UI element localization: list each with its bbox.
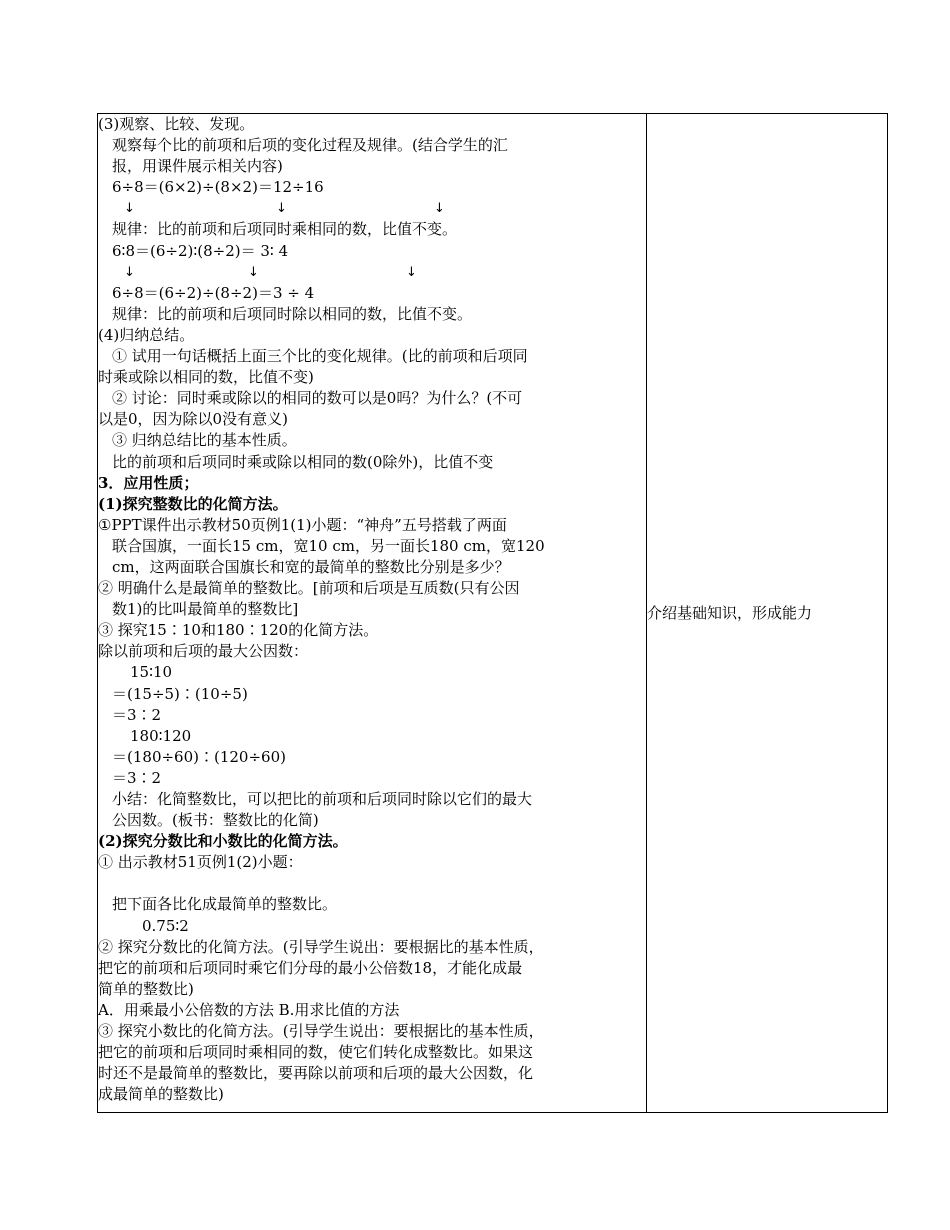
table-row — [98, 114, 888, 1113]
section-heading: (2)探究分数比和小数比的化简方法。 — [98, 832, 348, 851]
text-line: (3)观察、比较、发现。 — [98, 115, 255, 133]
equation-line: 6∶8＝(6÷2)∶(8÷2)＝ 3∶ 4 — [112, 241, 289, 260]
text-line: 公因数。(板书：整数比的化简) — [112, 811, 319, 830]
arrow-row — [98, 262, 646, 283]
section-heading: 3．应用性质； — [98, 473, 199, 492]
text-line: 成最简单的整数比) — [98, 1085, 224, 1104]
down-arrow-icon: ↓ — [248, 264, 259, 280]
equation-line: 0.75∶2 — [142, 916, 189, 935]
text-line: 观察每个比的前项和后项的变化过程及规律。(结合学生的汇 — [112, 136, 508, 155]
text-line: ① 出示教材51页例1(2)小题： — [98, 853, 303, 872]
text-line: (4)归纳总结。 — [98, 325, 195, 344]
text-line: 把它的前项和后项同时乘相同的数，使它们转化成整数比。如果这 — [98, 1043, 534, 1062]
text-line: ① 试用一句话概括上面三个比的变化规律。(比的前项和后项同 — [112, 347, 528, 366]
text-line: 数1)的比叫最简单的整数比] — [112, 600, 299, 619]
teaching-process-cell — [98, 114, 647, 1113]
text-line: 把下面各比化成最简单的整数比。 — [112, 895, 338, 914]
section-heading: (1)探究整数比的化简方法。 — [98, 494, 288, 513]
text-line: 报，用课件展示相关内容) — [112, 157, 283, 176]
equation-line: ＝3∶2 — [112, 705, 162, 724]
lesson-table — [97, 113, 888, 1113]
text-line: ③ 归纳总结比的基本性质。 — [112, 431, 297, 450]
equation-line: ＝3∶2 — [112, 768, 162, 787]
text-line: 把它的前项和后项同时乘它们分母的最小公倍数18，才能化成最 — [98, 958, 523, 977]
text-line: cm，这两面联合国旗长和宽的最简单的整数比分别是多少？ — [112, 557, 510, 576]
arrow-row — [98, 198, 646, 219]
text-line: 规律：比的前项和后项同时乘相同的数，比值不变。 — [112, 220, 458, 239]
down-arrow-icon: ↓ — [276, 201, 287, 217]
text-line: A．用乘最小公倍数的方法 B.用求比值的方法 — [98, 1000, 400, 1019]
down-arrow-icon: ↓ — [124, 264, 135, 280]
text-line: ② 明确什么是最简单的整数比。[前项和后项是互质数(只有公因 — [98, 579, 520, 598]
design-intent-cell — [647, 114, 888, 1113]
text-line: ② 讨论：同时乘或除以的相同的数可以是0吗？为什么？(不可 — [112, 389, 523, 408]
down-arrow-icon: ↓ — [124, 201, 135, 217]
text-line: 时还不是最简单的整数比，要再除以前项和后项的最大公因数，化 — [98, 1064, 534, 1083]
blank-line — [98, 873, 646, 894]
text-line: 除以前项和后项的最大公因数： — [98, 642, 309, 661]
down-arrow-icon: ↓ — [434, 201, 445, 217]
equation-line: 6÷8＝(6×2)÷(8×2)＝12÷16 — [112, 178, 324, 197]
text-line: 以是0，因为除以0没有意义) — [98, 410, 288, 429]
text-line: 简单的整数比) — [98, 979, 194, 998]
text-line: 比的前项和后项同时乘或除以相同的数(0除外)，比值不变 — [112, 452, 494, 471]
equation-line: 15∶10 — [130, 663, 173, 682]
text-line: ③ 探究15∶10和180∶120的化简方法。 — [98, 621, 379, 640]
text-line: ③ 探究小数比的化简方法。(引导学生说出：要根据比的基本性质， — [98, 1022, 544, 1041]
equation-line: ＝(180÷60)∶(120÷60) — [112, 747, 286, 766]
text-line: 时乘或除以相同的数，比值不变) — [98, 368, 314, 387]
equation-line: 180∶120 — [130, 726, 192, 745]
text-line: 小结：化简整数比，可以把比的前项和后项同时除以它们的最大 — [112, 790, 533, 808]
equation-line: 6÷8＝(6÷2)÷(8÷2)＝3 ÷ 4 — [112, 283, 315, 302]
text-line: ①PPT课件出示教材50页例1(1)小题：“神舟”五号搭载了两面 — [98, 515, 507, 534]
down-arrow-icon: ↓ — [406, 264, 417, 280]
text-line: 规律：比的前项和后项同时除以相同的数，比值不变。 — [112, 304, 473, 323]
design-intent-text: 介绍基础知识，形成能力 — [647, 603, 813, 622]
equation-line: ＝(15÷5)∶(10÷5) — [112, 684, 248, 703]
text-line: 联合国旗，一面长15 cm，宽10 cm，另一面长180 cm，宽120 — [112, 536, 545, 555]
text-line: ② 探究分数比的化简方法。(引导学生说出：要根据比的基本性质， — [98, 937, 544, 956]
